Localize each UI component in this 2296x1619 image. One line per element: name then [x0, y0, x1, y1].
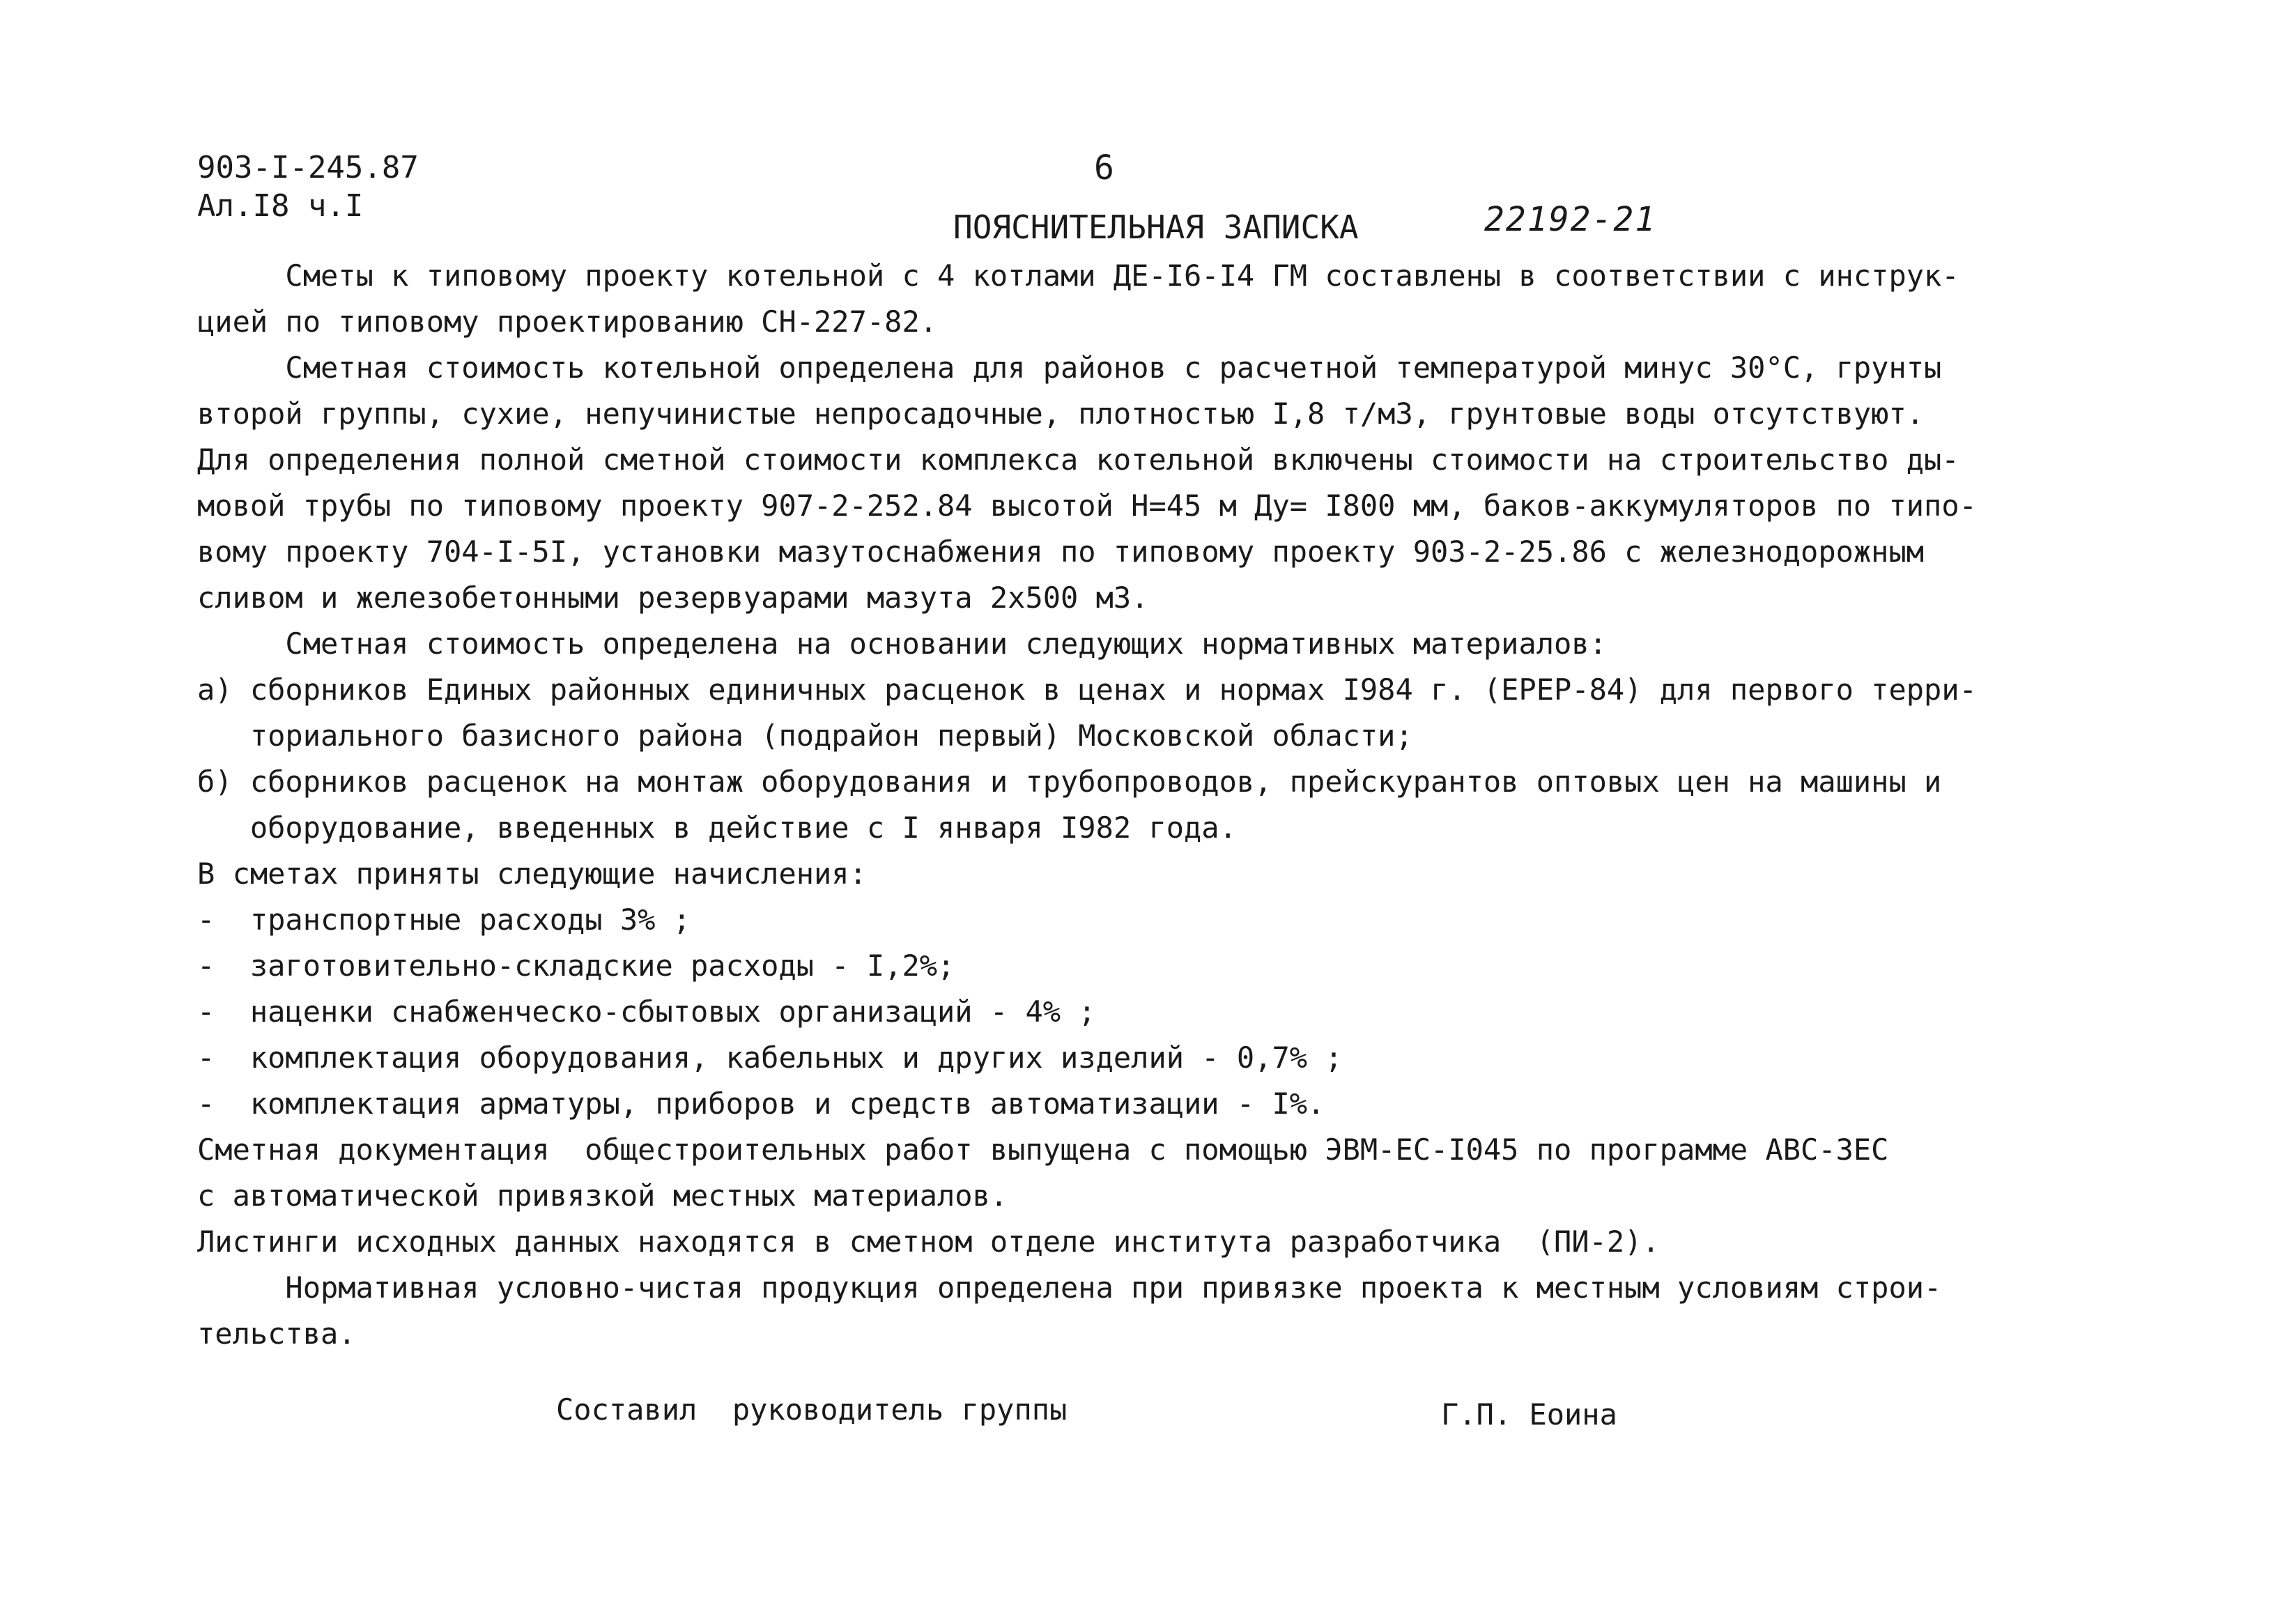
- page-number: 6: [1094, 148, 1114, 187]
- body-line: с автоматической привязкой местных материалов.: [197, 1179, 1008, 1213]
- body-line: В сметах приняты следующие начисления:: [197, 857, 867, 891]
- body-line: Сметы к типовому проекту котельной с 4 котлами ДЕ-I6-I4 ГМ составлены в соответствии с инструк-: [197, 259, 1959, 293]
- body-line: Для определения полной сметной стоимости комплекса котельной включены стоимости на строительство ды-: [197, 443, 1959, 477]
- body-line: сливом и железобетонными резервуарами мазута 2х500 м3.: [197, 581, 1149, 615]
- charge-item: - комплектация оборудования, кабельных и других изделий - 0,7% ;: [197, 1041, 1343, 1075]
- list-item-b-continued: оборудование, введенных в действие с I января I982 года.: [197, 811, 1237, 845]
- signature-role: Составил руководитель группы: [556, 1392, 1068, 1427]
- body-line: Листинги исходных данных находятся в сметном отделе института разработчика (ПИ-2).: [197, 1225, 1660, 1259]
- charge-item: - наценки снабженческо-сбытовых организаций - 4% ;: [197, 995, 1096, 1029]
- body-line: вому проекту 704-I-5I, установки мазутоснабжения по типовому проекту 903-2-25.86 с железнодорожным: [197, 535, 1925, 569]
- charge-item: - заготовительно-складские расходы - I,2%;: [197, 949, 955, 983]
- body-line: цией по типовому проектированию СН-227-82.: [197, 305, 938, 339]
- handwritten-number: 22192-21: [1484, 200, 1657, 239]
- sheet-reference: Ал.I8 ч.I: [197, 188, 364, 224]
- body-line: Сметная документация общестроительных работ выпущена с помощью ЭВМ-ЕС-I045 по программе АВС-ЗЕС: [197, 1133, 1889, 1167]
- body-line: Сметная стоимость котельной определена для районов с расчетной температурой минус 30°С, грунты: [197, 351, 1942, 385]
- page-title: ПОЯСНИТЕЛЬНАЯ ЗАПИСКА: [953, 208, 1359, 246]
- list-item-a-continued: ториального базисного района (подрайон первый) Московской области;: [197, 719, 1413, 753]
- body-line: Нормативная условно-чистая продукция определена при привязке проекта к местным условиям строи-: [197, 1271, 1942, 1305]
- body-line: Сметная стоимость определена на основании следующих нормативных материалов:: [197, 627, 1607, 661]
- charge-item: - транспортные расходы 3% ;: [197, 903, 691, 937]
- document-code: 903-I-245.87: [197, 150, 419, 185]
- body-line: тельства.: [197, 1317, 356, 1351]
- charge-item: - комплектация арматуры, приборов и средств автоматизации - I%.: [197, 1087, 1325, 1121]
- body-line: второй группы, сухие, непучинистые непросадочные, плотностью I,8 т/м3, грунтовые воды отсутствуют.: [197, 397, 1925, 431]
- list-item-b: б) сборников расценок на монтаж оборудования и трубопроводов, прейскурантов оптовых цен на машины и: [197, 765, 1942, 799]
- body-line: мовой трубы по типовому проекту 907-2-252.84 высотой Н=45 м Ду= I800 мм, баков-аккумуляторов по типо-: [197, 489, 1977, 523]
- signature-name: Г.П. Еоина: [1441, 1397, 1617, 1432]
- list-item-a: а) сборников Единых районных единичных расценок в ценах и нормах I984 г. (ЕРЕР-84) для первого терри-: [197, 673, 1977, 707]
